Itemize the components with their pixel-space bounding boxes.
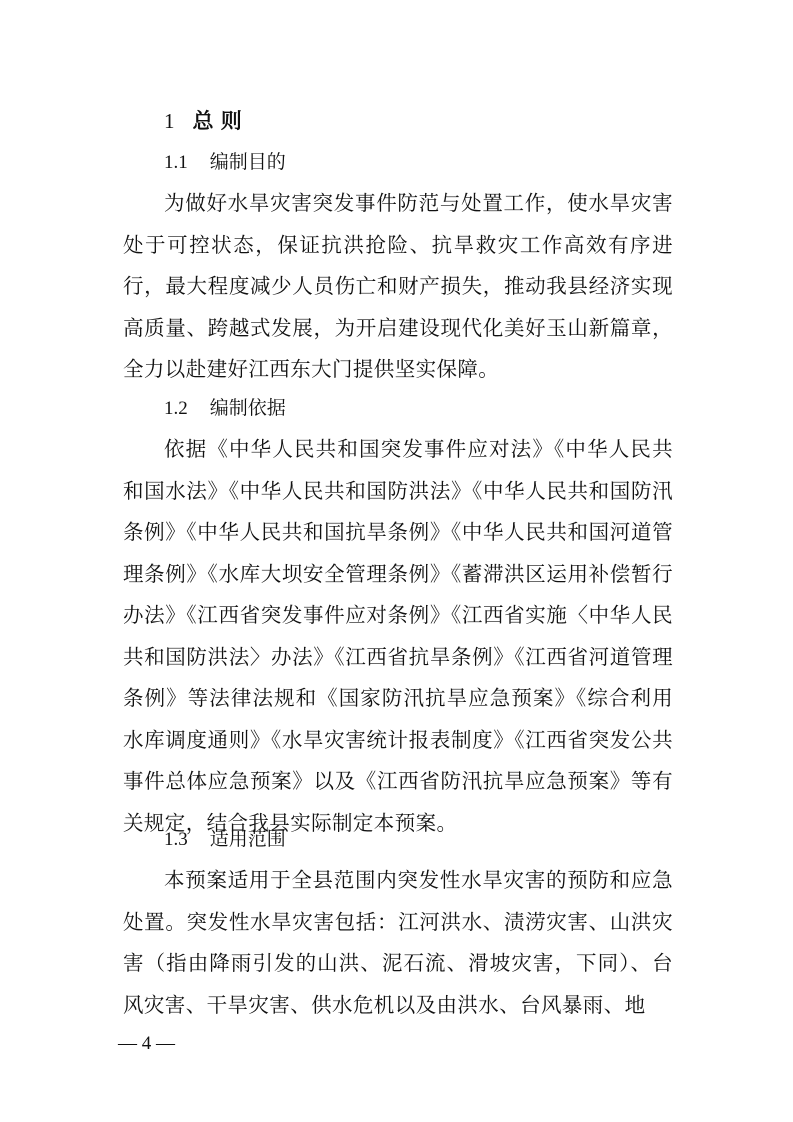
section-1-1-number: 1.1 [164,152,188,173]
section-1-3-heading [164,822,286,857]
section-1-1-heading [164,145,286,180]
section-1-2-paragraph: 依据《中华人民共和国突发事件应对法》《中华人民共和国水法》《中华人民共和国防洪法》《中华人民共和国防汛条例》《中华人民共和国抗旱条例》《中华人民共和国河道管理条例》《水库大坝安全管理条例》《蓄滞洪区运用补偿暂行办法》《江西省突发事件应对条例》《江西省实施〈中华人民共和国防洪法〉办法》《江西省抗旱条例》《江西省河道管理条例》等法律法规和《国家防汛抗旱应急预案》《综合利用水库调度通则》《水旱灾害统计报表制度》《江西省突发公共事件总体应急预案》以及《江西省防汛抗旱应急预案》等有关规定，结合我县实际制定本预案。 [123,437,673,835]
section-1-title: 总 则 [192,109,242,133]
section-1-number: 1 [164,109,175,133]
section-1-1-title: 编制目的 [209,151,286,173]
section-1-2-title: 编制依据 [209,397,286,419]
section-1-3-paragraph: 本预案适用于全县范围内突发性水旱灾害的预防和应急处置。突发性水旱灾害包括：江河洪水、渍涝灾害、山洪灾害（指由降雨引发的山洪、泥石流、滑坡灾害，下同）、台风灾害、干旱灾害、供水危机以及由洪水、台风暴雨、地 [123,868,673,1017]
section-1-3-title: 适用范围 [209,828,286,850]
section-1-1-paragraph: 为做好水旱灾害突发事件防范与处置工作，使水旱灾害处于可控状态，保证抗洪抢险、抗旱救灾工作高效有序进行，最大程度减少人员伤亡和财产损失，推动我县经济实现高质量、跨越式发展，为开启建设现代化美好玉山新篇章，全力以赴建好江西东大门提供坚实保障。 [123,191,673,381]
section-1-2-heading [164,391,286,426]
section-1-heading [164,104,242,138]
section-1-2-number: 1.2 [164,398,188,419]
page-number: — 4 — [118,1033,175,1054]
section-1-3-number: 1.3 [164,829,188,850]
